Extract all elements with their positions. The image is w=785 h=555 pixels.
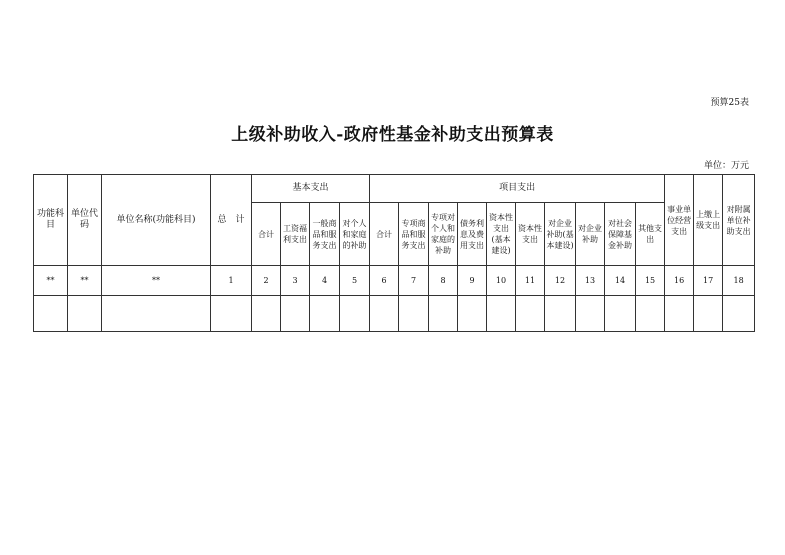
header-func-code: 功能科目: [34, 175, 68, 266]
empty-cell: [545, 296, 576, 332]
header-project-capital: 资本性支出: [516, 203, 545, 266]
empty-cell: [399, 296, 429, 332]
empty-cell: [429, 296, 458, 332]
header-project-enterprise-construction: 对企业补助(基本建设): [545, 203, 576, 266]
index-cell: 14: [605, 266, 636, 296]
index-cell: 12: [545, 266, 576, 296]
header-subsidy-affiliated: 对附属单位补助支出: [723, 175, 755, 266]
header-project-other: 其他支出: [636, 203, 665, 266]
page-title: 上级补助收入-政府性基金补助支出预算表: [231, 125, 554, 145]
header-project-social-security: 对社会保障基金补助: [605, 203, 636, 266]
unit-label: 单位：万元: [703, 161, 749, 171]
header-project-household: 专项对个人和家庭的补助: [429, 203, 458, 266]
index-cell: **: [34, 266, 68, 296]
empty-data-row: [34, 296, 755, 332]
empty-cell: [252, 296, 281, 332]
header-project-subtotal: 合计: [370, 203, 399, 266]
index-cell: 13: [576, 266, 605, 296]
index-cell: **: [68, 266, 102, 296]
empty-cell: [723, 296, 755, 332]
empty-cell: [694, 296, 723, 332]
empty-cell: [487, 296, 516, 332]
budget-table: [33, 174, 755, 332]
header-unit-name: 单位名称(功能科目): [102, 175, 211, 266]
index-cell: 4: [310, 266, 340, 296]
header-basic-wages: 工资福利支出: [281, 203, 310, 266]
index-cell: 9: [458, 266, 487, 296]
index-cell: 16: [665, 266, 694, 296]
index-cell: 15: [636, 266, 665, 296]
empty-cell: [68, 296, 102, 332]
empty-cell: [34, 296, 68, 332]
index-cell: 11: [516, 266, 545, 296]
index-cell: 6: [370, 266, 399, 296]
index-cell: 2: [252, 266, 281, 296]
index-cell: 10: [487, 266, 516, 296]
empty-cell: [458, 296, 487, 332]
index-cell: 7: [399, 266, 429, 296]
index-cell: 1: [211, 266, 252, 296]
empty-cell: [370, 296, 399, 332]
header-remit-upper: 上缴上级支出: [694, 175, 723, 266]
empty-cell: [310, 296, 340, 332]
header-basic-household: 对个人和家庭的补助: [340, 203, 370, 266]
header-basic-goods-services: 一般商品和服务支出: [310, 203, 340, 266]
index-cell: 18: [723, 266, 755, 296]
empty-cell: [211, 296, 252, 332]
header-project-debt-interest: 债务利息及费用支出: [458, 203, 487, 266]
empty-cell: [340, 296, 370, 332]
header-project-expense: 项目支出: [370, 175, 665, 203]
index-cell: 3: [281, 266, 310, 296]
empty-cell: [636, 296, 665, 332]
empty-cell: [605, 296, 636, 332]
header-basic-expense: 基本支出: [252, 175, 370, 203]
index-cell: **: [102, 266, 211, 296]
empty-cell: [102, 296, 211, 332]
index-cell: 17: [694, 266, 723, 296]
header-project-enterprise: 对企业补助: [576, 203, 605, 266]
header-project-goods-services: 专项商品和服务支出: [399, 203, 429, 266]
header-unit-code: 单位代码: [68, 175, 102, 266]
index-cell: 5: [340, 266, 370, 296]
table-number: 预算25表: [710, 98, 749, 108]
header-project-capital-construction: 资本性支出(基本建设): [487, 203, 516, 266]
header-basic-subtotal: 合计: [252, 203, 281, 266]
empty-cell: [665, 296, 694, 332]
index-cell: 8: [429, 266, 458, 296]
header-total: 总 计: [211, 175, 252, 266]
header-institution-operating: 事业单位经营支出: [665, 175, 694, 266]
empty-cell: [516, 296, 545, 332]
empty-cell: [576, 296, 605, 332]
empty-cell: [281, 296, 310, 332]
